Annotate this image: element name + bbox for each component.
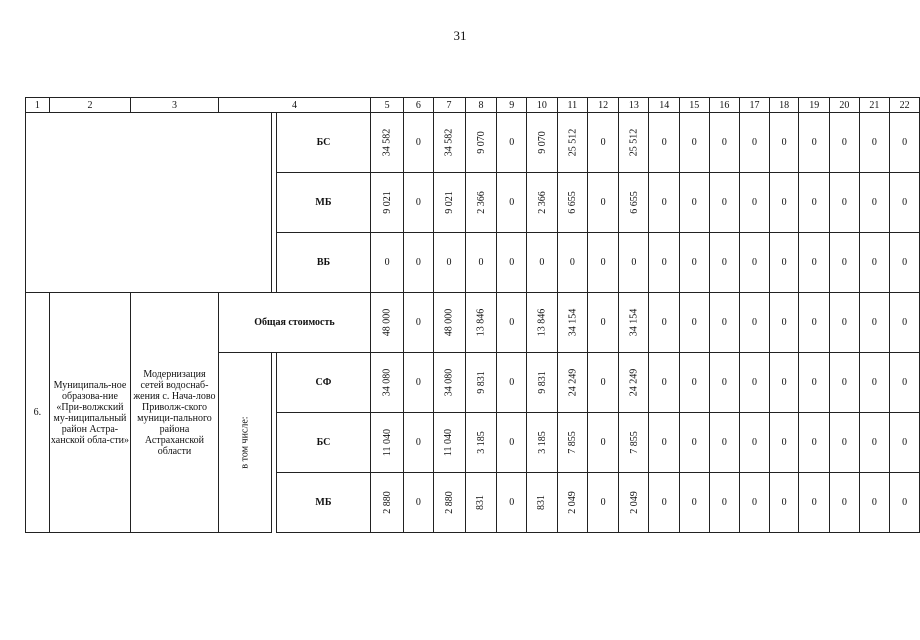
column-header: 10 xyxy=(526,98,557,113)
value-cell: 0 xyxy=(649,233,680,293)
value-cell-text: 24 249 xyxy=(566,368,578,397)
value-cell: 0 xyxy=(649,173,680,233)
column-header: 19 xyxy=(799,98,830,113)
value-cell xyxy=(433,113,465,173)
page-number: 31 xyxy=(453,28,467,43)
value-cell: 0 xyxy=(404,353,434,413)
column-header: 3 xyxy=(131,98,219,113)
value-cell-text: 2 049 xyxy=(566,491,578,514)
value-cell xyxy=(371,473,404,533)
column-header: 13 xyxy=(619,98,649,113)
value-cell-text: 2 366 xyxy=(475,191,487,214)
value-cell xyxy=(433,413,465,473)
value-cell: 0 xyxy=(465,233,497,293)
value-cell-text: 13 846 xyxy=(536,308,548,337)
value-cell xyxy=(526,113,557,173)
value-cell: 0 xyxy=(799,473,830,533)
value-cell-text: 9 070 xyxy=(475,131,487,154)
value-cell-text: 831 xyxy=(536,495,548,510)
value-cell-text: 7 855 xyxy=(628,431,640,454)
value-cell-text: 25 512 xyxy=(566,128,578,157)
value-cell: 0 xyxy=(649,113,680,173)
value-cell: 0 xyxy=(404,293,434,353)
value-cell: 0 xyxy=(859,353,890,413)
value-cell: 0 xyxy=(830,233,860,293)
value-cell: 0 xyxy=(404,173,434,233)
value-cell-text: 34 154 xyxy=(566,308,578,337)
column-header: 12 xyxy=(587,98,619,113)
value-cell xyxy=(619,473,649,533)
value-cell: 0 xyxy=(740,293,770,353)
value-cell xyxy=(433,293,465,353)
value-cell xyxy=(557,473,587,533)
value-cell: 0 xyxy=(859,413,890,473)
value-cell: 0 xyxy=(587,413,619,473)
value-cell: 0 xyxy=(830,113,860,173)
column-header: 18 xyxy=(769,98,799,113)
budget-sheet xyxy=(25,97,920,533)
value-cell-text: 9 021 xyxy=(381,191,393,214)
column-header: 20 xyxy=(830,98,860,113)
budget-table xyxy=(25,97,920,533)
including-label xyxy=(218,353,271,533)
value-cell: 0 xyxy=(830,293,860,353)
value-cell-text: 13 846 xyxy=(475,308,487,337)
value-cell: 0 xyxy=(799,413,830,473)
value-cell xyxy=(619,353,649,413)
source-cell: БС xyxy=(276,413,370,473)
value-cell xyxy=(465,353,497,413)
value-cell: 0 xyxy=(649,413,680,473)
column-header: 15 xyxy=(680,98,710,113)
table-row xyxy=(26,113,920,173)
project-cell: Модернизация сетей водоснаб-жения с. Нача-лово Приволж-ского муници-пального района Астраханской области xyxy=(131,293,219,533)
value-cell: 0 xyxy=(740,173,770,233)
value-cell-text: 11 040 xyxy=(381,428,393,457)
value-cell-text: 11 040 xyxy=(443,428,455,457)
value-cell xyxy=(433,173,465,233)
value-cell xyxy=(433,353,465,413)
source-cell: СФ xyxy=(276,353,370,413)
value-cell: 0 xyxy=(404,113,434,173)
table-row xyxy=(26,293,920,353)
value-cell: 0 xyxy=(433,233,465,293)
source-cell: ВБ xyxy=(276,233,370,293)
value-cell: 0 xyxy=(830,173,860,233)
value-cell: 0 xyxy=(497,473,527,533)
value-cell xyxy=(371,353,404,413)
value-cell xyxy=(465,113,497,173)
value-cell: 0 xyxy=(859,293,890,353)
value-cell-text: 34 582 xyxy=(443,128,455,157)
value-cell: 0 xyxy=(890,113,920,173)
value-cell: 0 xyxy=(769,113,799,173)
value-cell xyxy=(526,173,557,233)
value-cell: 0 xyxy=(799,293,830,353)
value-cell: 0 xyxy=(709,293,740,353)
source-cell: МБ xyxy=(276,173,370,233)
value-cell xyxy=(465,413,497,473)
column-header: 9 xyxy=(497,98,527,113)
value-cell-text: 2 880 xyxy=(381,491,393,514)
value-cell: 0 xyxy=(587,173,619,233)
column-header: 6 xyxy=(404,98,434,113)
column-header: 17 xyxy=(740,98,770,113)
value-cell: 0 xyxy=(799,113,830,173)
value-cell: 0 xyxy=(497,173,527,233)
value-cell: 0 xyxy=(740,113,770,173)
value-cell: 0 xyxy=(497,293,527,353)
value-cell xyxy=(526,293,557,353)
value-cell: 0 xyxy=(799,353,830,413)
value-cell: 0 xyxy=(890,233,920,293)
value-cell: 0 xyxy=(619,233,649,293)
column-header: 7 xyxy=(433,98,465,113)
value-cell: 0 xyxy=(587,293,619,353)
value-cell xyxy=(433,473,465,533)
value-cell: 0 xyxy=(740,473,770,533)
value-cell xyxy=(465,293,497,353)
value-cell-text: 3 185 xyxy=(475,431,487,454)
value-cell xyxy=(619,293,649,353)
value-cell: 0 xyxy=(680,353,710,413)
value-cell-text: 34 582 xyxy=(381,128,393,157)
value-cell: 0 xyxy=(740,413,770,473)
municipality-cell: Муниципаль-ное образова-ние «При-волжский му-ниципальный район Астра-ханской обла-сти» xyxy=(49,293,131,533)
value-cell-text: 9 831 xyxy=(536,371,548,394)
value-cell: 0 xyxy=(799,173,830,233)
value-cell xyxy=(371,173,404,233)
value-cell: 0 xyxy=(649,473,680,533)
value-cell xyxy=(465,173,497,233)
value-cell: 0 xyxy=(680,473,710,533)
value-cell: 0 xyxy=(890,413,920,473)
value-cell xyxy=(371,113,404,173)
value-cell-text: 6 655 xyxy=(566,191,578,214)
value-cell xyxy=(557,353,587,413)
value-cell: 0 xyxy=(680,293,710,353)
column-header: 22 xyxy=(890,98,920,113)
value-cell: 0 xyxy=(680,173,710,233)
value-cell: 0 xyxy=(587,353,619,413)
column-header: 11 xyxy=(557,98,587,113)
column-header: 16 xyxy=(709,98,740,113)
value-cell xyxy=(557,413,587,473)
value-cell: 0 xyxy=(404,233,434,293)
value-cell xyxy=(526,413,557,473)
value-cell xyxy=(526,353,557,413)
value-cell: 0 xyxy=(769,233,799,293)
value-cell-text: 9 021 xyxy=(443,191,455,214)
value-cell: 0 xyxy=(769,293,799,353)
value-cell: 0 xyxy=(709,173,740,233)
value-cell: 0 xyxy=(769,353,799,413)
source-cell: БС xyxy=(276,113,370,173)
value-cell xyxy=(526,473,557,533)
value-cell-text: 2 049 xyxy=(628,491,640,514)
value-cell xyxy=(371,413,404,473)
value-cell: 0 xyxy=(890,293,920,353)
value-cell: 0 xyxy=(587,113,619,173)
column-header: 21 xyxy=(859,98,890,113)
value-cell: 0 xyxy=(890,473,920,533)
value-cell-text: 9 070 xyxy=(536,131,548,154)
value-cell: 0 xyxy=(497,233,527,293)
value-cell: 0 xyxy=(649,293,680,353)
value-cell: 0 xyxy=(404,413,434,473)
value-cell-text: 48 000 xyxy=(381,308,393,337)
value-cell: 0 xyxy=(526,233,557,293)
value-cell: 0 xyxy=(680,413,710,473)
value-cell: 0 xyxy=(859,473,890,533)
value-cell: 0 xyxy=(497,413,527,473)
value-cell: 0 xyxy=(799,233,830,293)
value-cell-text: 24 249 xyxy=(628,368,640,397)
column-header: 14 xyxy=(649,98,680,113)
value-cell-text: 6 655 xyxy=(628,191,640,214)
value-cell-text: 48 000 xyxy=(443,308,455,337)
column-header: 1 xyxy=(26,98,50,113)
value-cell: 0 xyxy=(769,413,799,473)
value-cell: 0 xyxy=(830,473,860,533)
value-cell: 0 xyxy=(557,233,587,293)
value-cell-text: 34 154 xyxy=(628,308,640,337)
including-label-text: в том числе: xyxy=(239,416,251,469)
value-cell: 0 xyxy=(830,353,860,413)
value-cell xyxy=(557,113,587,173)
value-cell xyxy=(557,293,587,353)
value-cell: 0 xyxy=(649,353,680,413)
value-cell: 0 xyxy=(890,353,920,413)
blank-cell xyxy=(26,113,272,293)
value-cell-text: 2 366 xyxy=(536,191,548,214)
value-cell xyxy=(371,293,404,353)
value-cell-text: 9 831 xyxy=(475,371,487,394)
value-cell: 0 xyxy=(497,353,527,413)
column-header: 8 xyxy=(465,98,497,113)
value-cell: 0 xyxy=(497,113,527,173)
value-cell: 0 xyxy=(740,233,770,293)
column-header: 5 xyxy=(371,98,404,113)
value-cell-text: 7 855 xyxy=(566,431,578,454)
value-cell: 0 xyxy=(859,173,890,233)
value-cell: 0 xyxy=(769,473,799,533)
value-cell: 0 xyxy=(371,233,404,293)
value-cell: 0 xyxy=(680,113,710,173)
value-cell: 0 xyxy=(709,473,740,533)
value-cell-text: 25 512 xyxy=(628,128,640,157)
value-cell: 0 xyxy=(859,113,890,173)
value-cell: 0 xyxy=(709,353,740,413)
row-number: 6. xyxy=(26,293,50,533)
value-cell: 0 xyxy=(709,233,740,293)
value-cell: 0 xyxy=(709,113,740,173)
column-header: 4 xyxy=(218,98,370,113)
value-cell xyxy=(619,113,649,173)
header-row xyxy=(26,98,920,113)
value-cell: 0 xyxy=(709,413,740,473)
value-cell-text: 831 xyxy=(475,495,487,510)
value-cell: 0 xyxy=(830,413,860,473)
value-cell-text: 34 080 xyxy=(381,368,393,397)
value-cell-text: 34 080 xyxy=(443,368,455,397)
value-cell: 0 xyxy=(740,353,770,413)
value-cell-text: 2 880 xyxy=(443,491,455,514)
value-cell-text: 3 185 xyxy=(536,431,548,454)
value-cell: 0 xyxy=(587,473,619,533)
value-cell xyxy=(557,173,587,233)
value-cell: 0 xyxy=(890,173,920,233)
value-cell xyxy=(619,173,649,233)
column-header: 2 xyxy=(49,98,131,113)
value-cell: 0 xyxy=(859,233,890,293)
total-label: Общая стоимость xyxy=(218,293,370,353)
value-cell: 0 xyxy=(680,233,710,293)
value-cell xyxy=(619,413,649,473)
value-cell: 0 xyxy=(769,173,799,233)
value-cell xyxy=(465,473,497,533)
value-cell: 0 xyxy=(587,233,619,293)
source-cell: МБ xyxy=(276,473,370,533)
value-cell: 0 xyxy=(404,473,434,533)
